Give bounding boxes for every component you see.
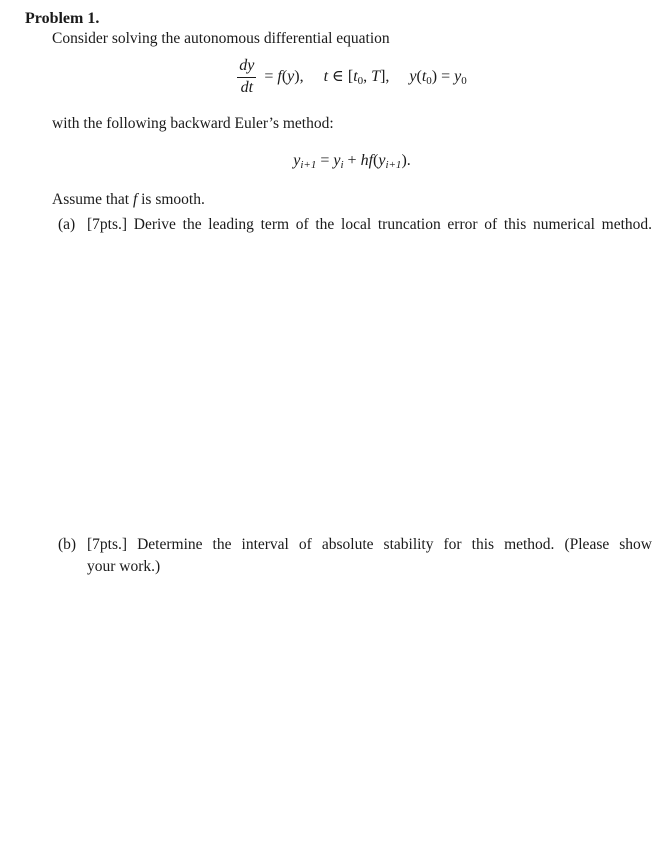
fraction-numerator: dy (239, 57, 255, 75)
fraction-bar (237, 77, 256, 78)
method-intro-paragraph: with the following backward Euler’s method: (52, 115, 334, 132)
item-a-content (87, 215, 652, 234)
item-b (58, 534, 652, 578)
ode-equation-body: = f(y), t ∈ [t0, T], y(t0) = y0 (260, 68, 467, 87)
item-b-text-line1 (87, 534, 652, 556)
item-b-points: [7pts.] (87, 536, 128, 553)
fraction-dy-dt (237, 57, 256, 97)
ode-equation (52, 56, 652, 102)
item-a-text (87, 215, 652, 234)
item-a-label: (a) (58, 216, 76, 233)
item-b-text-content: Determine the interval of absolute stability for this method. (Please show (137, 536, 652, 553)
backward-euler-equation: yi+1 = yi + hf(yi+1). (293, 152, 411, 171)
item-a (58, 215, 652, 234)
assumption-paragraph: Assume that f is smooth. (52, 191, 205, 208)
fraction-denominator: dt (240, 78, 254, 96)
item-b-text-line2: your work.) (87, 558, 161, 575)
item-a-text-content: Derive the leading term of the local truncation error of this numerical method. (133, 216, 653, 233)
item-b-content (87, 534, 652, 578)
item-a-points: [7pts.] (87, 216, 128, 233)
item-b-label: (b) (58, 536, 77, 553)
intro-paragraph: Consider solving the autonomous differential equation (52, 30, 390, 47)
problem-title: Problem 1. (25, 10, 100, 27)
